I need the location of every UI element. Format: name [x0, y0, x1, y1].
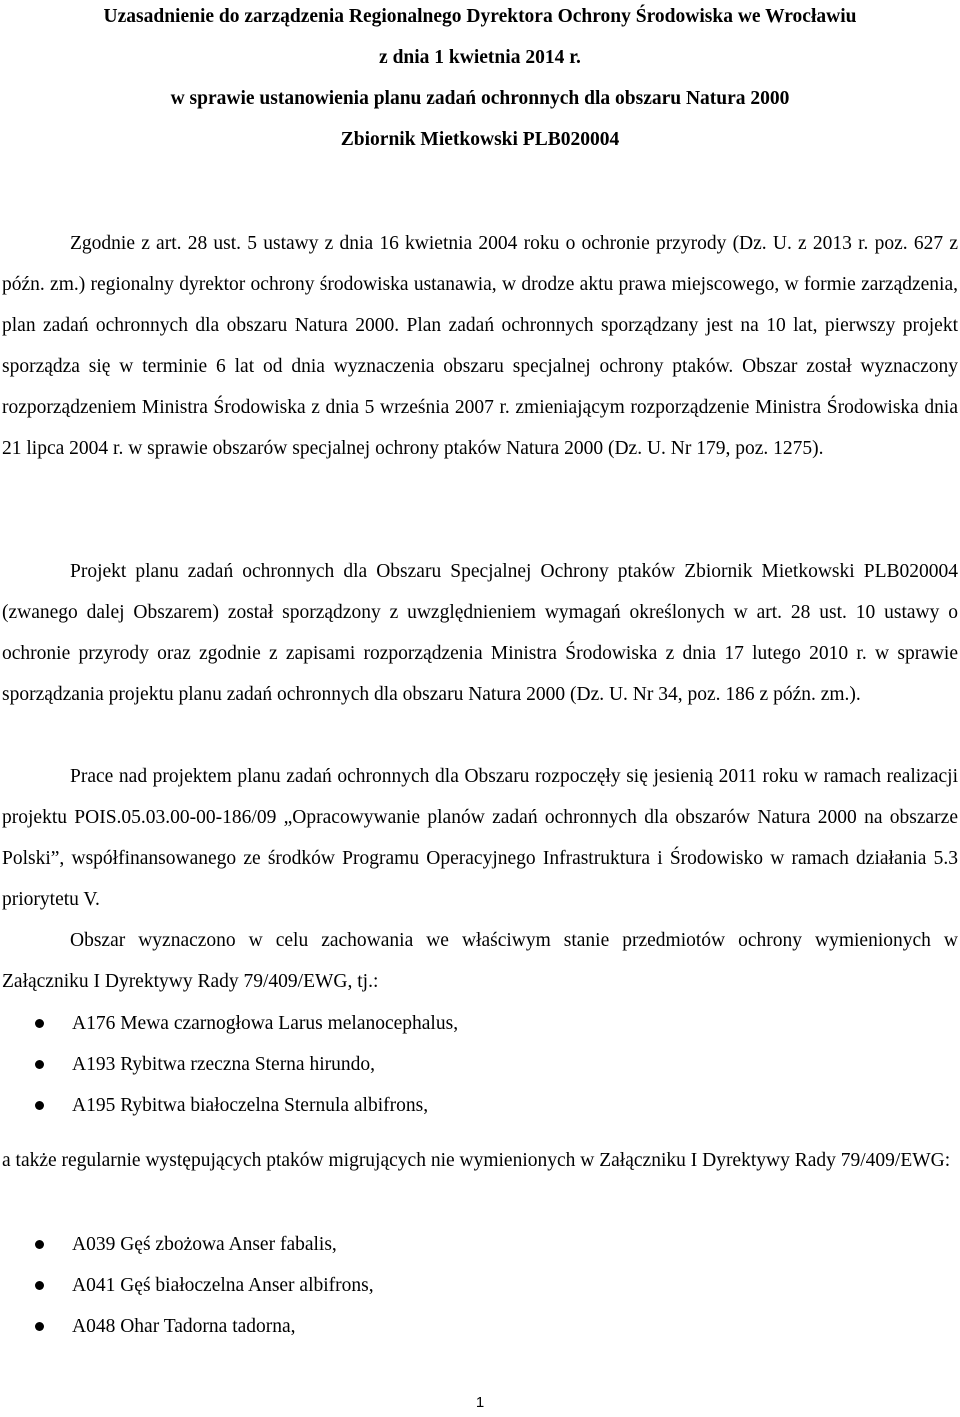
species-list-migratory [0, 1224, 700, 1347]
list-item [0, 1306, 700, 1347]
list-item-text: A195 Rybitwa białoczelna Sternula albifrons, [72, 1095, 429, 1116]
document-title-line-1: Uzasadnienie do zarządzenia Regionalnego Dyrektora Ochrony Środowiska we Wrocławiu [103, 6, 857, 27]
bullet-icon [35, 1240, 44, 1249]
document-title-line-3: w sprawie ustanowienia planu zadań ochronnych dla obszaru Natura 2000 [170, 88, 790, 109]
list-item [0, 1003, 700, 1044]
list-item-text: A048 Ohar Tadorna tadorna, [72, 1316, 296, 1337]
list-item [0, 1085, 700, 1126]
bullet-icon [35, 1019, 44, 1028]
paragraph-project-plan: Projekt planu zadań ochronnych dla Obszaru Specjalnej Ochrony ptaków Zbiornik Mietkowski PLB020004 (zwanego dalej Obszarem) został sporządzony z uwzględnieniem wymagań określonych w art. 28 ust. 10 ustawy o ochronie przyrody oraz zgodnie z zapisami rozporządzenia Ministra Środowiska z dnia 17 lutego 2010 r. w sprawie sporządzania projektu planu zadań ochronnych dla obszaru Natura 2000 (Dz. U. Nr 34, poz. 186 z późn. zm.). [2, 561, 958, 705]
document-title-line-2: z dnia 1 kwietnia 2014 r. [379, 47, 581, 68]
bullet-icon [35, 1322, 44, 1331]
list-item-text: A193 Rybitwa rzeczna Sterna hirundo, [72, 1054, 376, 1075]
paragraph-migratory-birds: a także regularnie występujących ptaków migrujących nie wymienionych w Załączniku I Dyrektywy Rady 79/409/EWG: [2, 1150, 951, 1171]
bullet-icon [35, 1281, 44, 1290]
page-number: 1 [475, 1394, 485, 1411]
species-list-annex-i [0, 1003, 700, 1126]
list-item [0, 1265, 700, 1306]
list-item-text: A041 Gęś białoczelna Anser albifrons, [72, 1275, 374, 1296]
bullet-icon [35, 1060, 44, 1069]
list-item [0, 1224, 700, 1265]
paragraph-work-history: Prace nad projektem planu zadań ochronnych dla Obszaru rozpoczęły się jesienią 2011 roku w ramach realizacji projektu POIS.05.03.00-00-186/09 „Opracowywanie planów zadań ochronnych dla obszarów Natura 2000 na obszarze Polski”, współfinansowanego ze środków Programu Operacyjnego Infrastruktura i Środowisko w ramach działania 5.3 priorytetu V. [2, 766, 958, 910]
paragraph-legal-basis: Zgodnie z art. 28 ust. 5 ustawy z dnia 16 kwietnia 2004 roku o ochronie przyrody (Dz. U. z 2013 r. poz. 627 z późn. zm.) regionalny dyrektor ochrony środowiska ustanawia, w drodze aktu prawa miejscowego, w formie zarządzenia, plan zadań ochronnych dla obszaru Natura 2000. Plan zadań ochronnych sporządzany jest na 10 lat, pierwszy projekt sporządza się w terminie 6 lat od dnia wyznaczenia obszaru specjalnej ochrony ptaków. Obszar został wyznaczony rozporządzeniem Ministra Środowiska z dnia 5 września 2007 r. zmieniającym rozporządzenie Ministra Środowiska dnia 21 lipca 2004 r. w sprawie obszarów specjalnej ochrony ptaków Natura 2000 (Dz. U. Nr 179, poz. 1275). [2, 233, 958, 459]
list-item-text: A039 Gęś zbożowa Anser fabalis, [72, 1234, 337, 1255]
document-title-line-4: Zbiornik Mietkowski PLB020004 [340, 129, 620, 150]
list-item-text: A176 Mewa czarnogłowa Larus melanocephalus, [72, 1013, 459, 1034]
list-item [0, 1044, 700, 1085]
bullet-icon [35, 1101, 44, 1110]
paragraph-protection-subjects: Obszar wyznaczono w celu zachowania we właściwym stanie przedmiotów ochrony wymienionych w Załączniku I Dyrektywy Rady 79/409/EWG, tj.: [2, 930, 958, 992]
